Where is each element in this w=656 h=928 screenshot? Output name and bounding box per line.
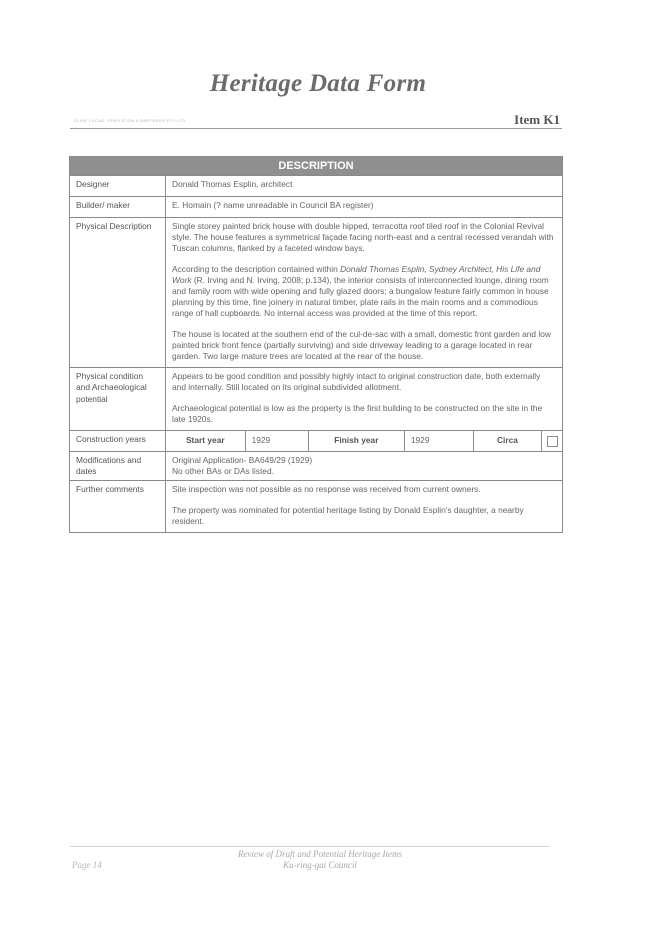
designer-value: Donald Thomas Esplin, architect — [166, 176, 563, 197]
builder-row — [70, 197, 563, 218]
physical-condition-paragraph-1: Appears to be good condition and possibly highly intact to original construction date, both externally and internally. Still located on its original subdivided allotment. — [172, 371, 541, 393]
physical-description-row — [70, 218, 563, 368]
physical-description-value — [166, 218, 563, 368]
section-title: DESCRIPTION — [70, 157, 563, 176]
footer-text — [200, 849, 440, 871]
further-comments-label: Further comments — [70, 481, 166, 533]
firm-name: CLIVE LUCAS, STAPLETON & PARTNERS PTY LTD — [74, 118, 186, 123]
further-comments-value — [166, 481, 563, 533]
builder-value: E. Homain (? name unreadable in Council BA register) — [166, 197, 563, 218]
further-comments-paragraph-2: The property was nominated for potential heritage listing by Donald Esplin's daughter, a nearby resident. — [172, 504, 524, 526]
construction-years-cell — [166, 431, 563, 452]
circa-checkbox-cell[interactable] — [542, 431, 562, 451]
modifications-line-2: No other BAs or DAs listed. — [172, 466, 274, 477]
builder-label: Builder/ maker — [70, 197, 166, 218]
footer-line-2: Ku-ring-gai Council — [283, 860, 357, 870]
section-header-row — [70, 157, 563, 176]
finish-year-label: Finish year — [308, 431, 404, 451]
physical-description-paragraph-2 — [172, 264, 556, 320]
modifications-label: Modifications and dates — [70, 452, 166, 481]
physical-description-paragraph-1: Single storey painted brick house with double hipped, terracotta roof tiled roof in the Colonial Revival style. The house features a symmetrical façade facing north-east and a central recessed verandah with Tuscan columns, flanked by a faceted window bays. — [172, 221, 554, 254]
physical-condition-paragraph-2: Archaeological potential is low as the property is the first building to be constructed on the site in the late 1920s. — [172, 402, 543, 424]
page-number: Page 14 — [72, 860, 102, 870]
book-title: Donald Thomas Esplin, Sydney Architect, His Life and Work — [172, 263, 541, 285]
footer-line-1: Review of Draft and Potential Heritage Items — [238, 849, 402, 859]
construction-years-row — [70, 431, 563, 452]
page-title: Heritage Data Form — [209, 70, 427, 97]
circa-checkbox[interactable] — [547, 436, 558, 447]
further-comments-paragraph-1: Site inspection was not possible as no response was received from current owners. — [172, 484, 481, 495]
physical-description-paragraph-3: The house is located at the southern end of the cul-de-sac with a small, domestic front garden and low painted brick front fence (partially surviving) and side driveway leading to a garage located in rear garden. Two large mature trees are located at the rear of the house. — [172, 328, 551, 362]
modifications-row — [70, 452, 563, 481]
paragraph-2-rest: (R. Irving and N. Irving, 2008; p.134), the interior consists of interconnected lounge, dining room and family room with wide opening and fully glazed doors; a bungalow feature fairly common in house planning by this time, fine joinery in natural timber, plate rails in the main rooms and a commodious range of hall cupboards. No internal access was provided at the time of this report. — [172, 274, 549, 319]
finish-year-value: 1929 — [404, 431, 473, 451]
header-divider — [70, 128, 562, 129]
physical-condition-label: Physical condition and Archaeological potential — [70, 368, 166, 431]
construction-years-label: Construction years — [70, 431, 166, 452]
start-year-value: 1929 — [245, 431, 308, 451]
footer-divider — [70, 846, 550, 847]
physical-condition-value — [166, 368, 563, 431]
paragraph-2-intro: According to the description contained within — [172, 263, 341, 274]
designer-label: Designer — [70, 176, 166, 197]
page-header — [70, 112, 562, 128]
further-comments-row — [70, 481, 563, 533]
circa-label: Circa — [473, 431, 542, 451]
item-label: Item K1 — [514, 112, 560, 127]
modifications-value — [166, 452, 563, 481]
physical-description-label: Physical Description — [70, 218, 166, 368]
start-year-label: Start year — [166, 431, 245, 451]
physical-condition-row — [70, 368, 563, 431]
modifications-line-1: Original Application- BA649/29 (1929) — [172, 455, 313, 466]
construction-years-table — [166, 431, 562, 451]
description-table — [69, 156, 563, 533]
designer-row — [70, 176, 563, 197]
